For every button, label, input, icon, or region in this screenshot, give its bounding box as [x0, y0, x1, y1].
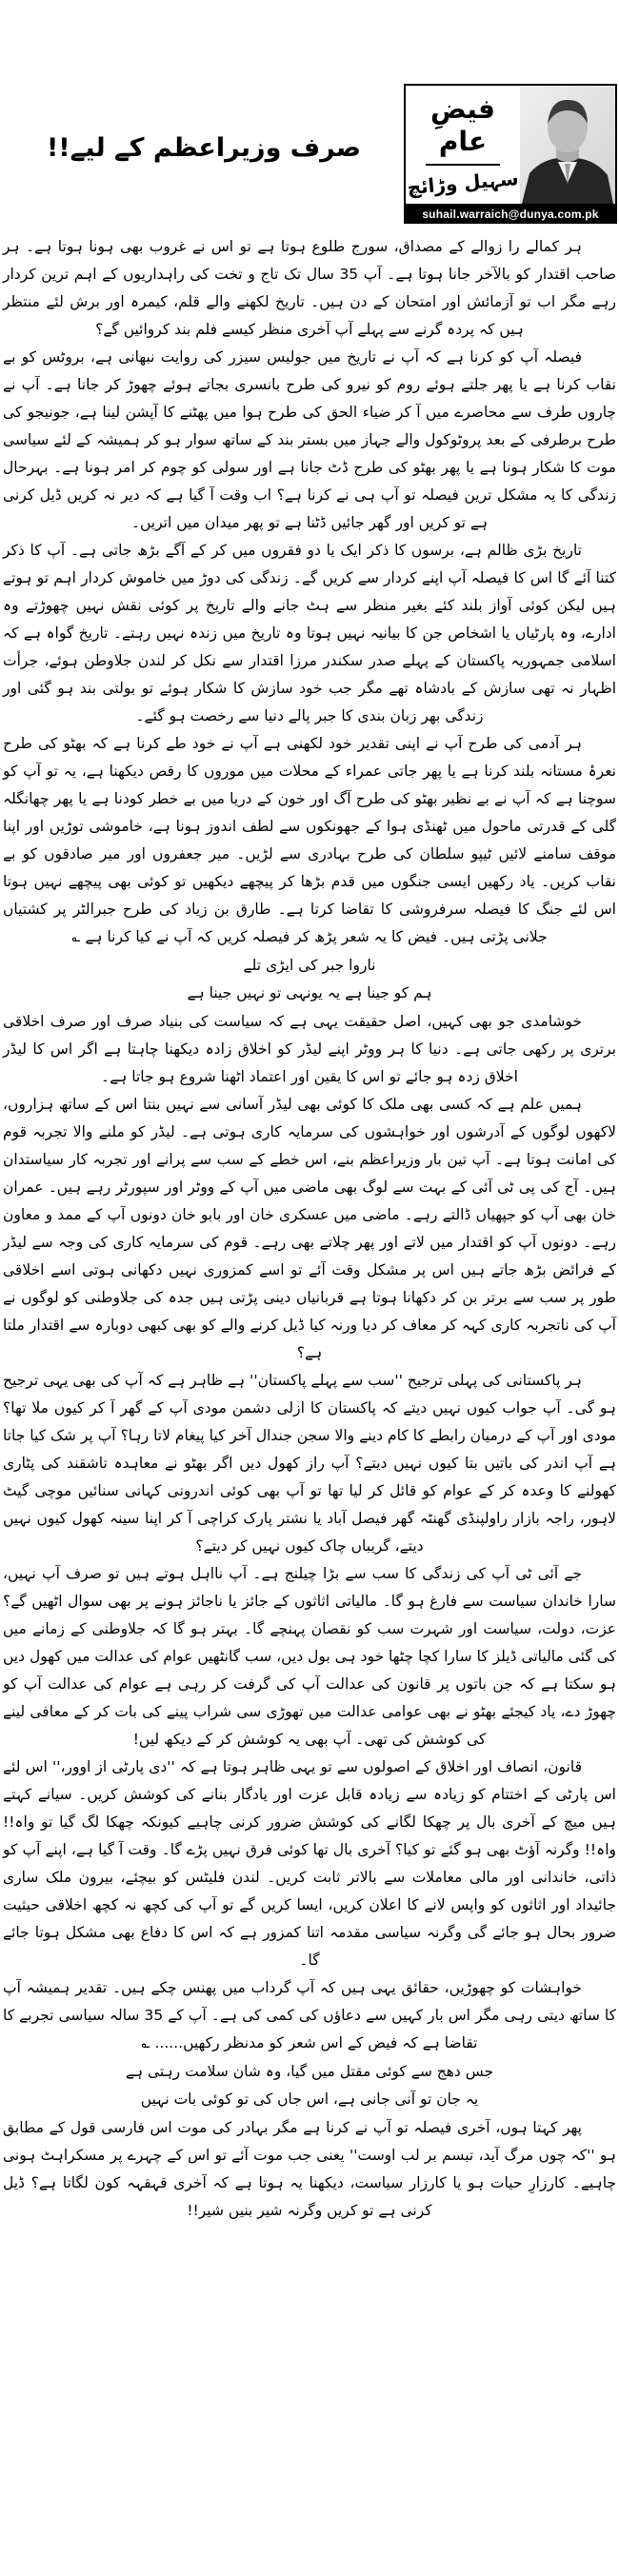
article-paragraph: جے آئی ٹی آپ کی زندگی کا سب سے بڑا چیلنج ہے۔ آپ نااہل ہوتے ہیں تو صرف آپ نہیں، سارا خاندان سیاست سے فارغ ہو گا۔ مالیاتی اثاثوں کے جائز یا ناجائز ہونے پر بھی سوال اٹھیں گے؟ عزت، دولت، سیاست اور شہرت سب کو نقصان پہنچے گا۔ بہتر ہو گا کہ جلاوطنی کے زمانے میں کی گئی مالیاتی ڈیلز کا سارا کچا چٹھا خود ہی بول دیں، سب گانٹھیں عوام کی عدالت میں کھول دیں ہو سکتا ہے کہ جن باتوں پر قانون کی عدالت آپ کی گرفت کر رہی ہے عوام کی عدالت آپ کو چھوڑ دے، یاد کیجئے بھٹو نے بھی عوامی عدالت میں تھوڑی سی شراب پینے کی بات کر کے معافی لینے کی کوشش کی تھی۔ آپ بھی یہ کوشش کر کے دیکھ لیں! [3, 1565, 617, 1748]
author-email: suhail.warraich@dunya.com.pk [422, 208, 599, 221]
verse-line: یہ جان تو آنی جانی ہے، اس جاں کی تو کوئی بات نہیں [140, 2091, 479, 2108]
author-box-frame [404, 84, 617, 206]
verse-line: جس دھج سے کوئی مقتل میں گیا، وہ شان سلامت رہتی ہے [125, 2063, 494, 2080]
article-paragraph: پھر کہتا ہوں، آخری فیصلہ تو آپ نے کرنا ہے مگر بہادر کی موت اس فارسی قول کے مطابق ہو ''کہ چوں مرگ آید، تبسم بر لب اوست'' یعنی جب موت آئے تو اس کے چہرے پر مسکراہٹ ہونی چاہیے۔ کارزارِ حیات ہو یا کارزار سیاست، دیکھنا یہ ہوتا ہے کہ آخری قہقہہ کون لگاتا ہے؟ ڈیل کرنی ہے تو کریں وگرنہ شیر بنیں شیر!! [3, 2119, 616, 2219]
author-box [404, 84, 617, 224]
verse-block [3, 951, 616, 1008]
article-paragraph: خوشامدی جو بھی کہیں، اصل حقیقت یہی ہے کہ سیاست کی بنیاد صرف اور صرف اخلاقی برتری پر رکھی جاتی ہے۔ دنیا کا ہر ووٹر اپنے لیڈر کو اخلاق زادہ دیکھنا چاہتا ہے اگر اس کا لیڈر اخلاق زدہ ہو جائے تو اس کا یقین اور اعتماد اٹھنا شروع ہو جاتا ہے۔ [3, 1013, 616, 1085]
article-paragraph: ہر پاکستانی کی پہلی ترجیح ''سب سے پہلے پاکستان'' ہے ظاہر ہے کہ آپ کی بھی یہی ترجیح ہو گی۔ آپ جواب کیوں نہیں دیتے کہ پاکستان کا ازلی دشمن مودی آپ کے گھر آ کر کیوں ملا تھا؟ مودی اور آپ کے درمیان رابطے کا کام دینے والا سجن جندال آخر کیا پیغام لاتا رہا؟ آپ پر شک کیا جاتا ہے آپ اندر کی باتیں بتا کیوں نہیں دیتے؟ آپ راز کھول دیں اگر بھٹو نے معاہدہ تاشقند کی پٹاری کھولنے کا وعدہ کر کے عوام کو قائل کر لیا تھا تو آپ بھی کوئی اندرونی کہانی سنائیں موچی گیٹ لاہور، راجہ بازار راولپنڈی گھنٹہ گھر فیصل آباد یا نشتر پارک کراچی آ کر اپنا سینہ کھول کیوں نہیں دیتے، گریباں چاک کیوں نہیں کر دیتے؟ [3, 1372, 616, 1555]
column-header [0, 0, 619, 233]
column-name-block [406, 86, 520, 204]
article-body [0, 233, 619, 2225]
article-paragraph: فیصلہ آپ کو کرنا ہے کہ آپ نے تاریخ میں جولیس سیزر کی روایت نبھانی ہے، بروٹس کو بے نقاب کرنا ہے یا پھر جلتے ہوئے روم کو نیرو کی طرح بانسری بجاتے ہوئے چھوڑ کر جانا ہے۔ آپ نے چاروں طرف سے محاصرے میں آ کر ضیاء الحق کی طرح ہوا میں پھٹنے کا آپشن لینا ہے، جونیجو کی طرح برطرفی کے بعد پروٹوکول والے جہاز میں بستر بند کے ساتھ سوار ہو کر ہمیشہ کے لئے سیاسی موت کا شکار ہونا ہے یا پھر بھٹو کی طرح ڈٹ جانا ہے اور سولی کو چوم کر امر ہونا ہے۔ بہرحال زندگی کا یہ مشکل ترین فیصلہ تو آپ ہی نے کرنا ہے؟ اب وقت آ گیا ہے کہ دیر نہ کریں ڈیل کرنی ہے تو کریں اور گھر جائیں ڈٹنا ہے تو پھر میدان میں اتریں۔ [3, 348, 616, 531]
article-paragraph: ہمیں علم ہے کہ کسی بھی ملک کا کوئی بھی لیڈر آسانی سے نہیں بنتا اس کے ساتھ ہزاروں، لاکھوں لوگوں کے آدرشوں اور خواہشوں کی سرمایہ کاری ہوتی ہے۔ لیڈر کو ملنے والا تجربہ قوم کی امانت ہوتا ہے۔ آپ تین بار وزیراعظم بنے، اس خطے کے سب سے پرانے اور تجربہ کار سیاستدان ہیں۔ آج کی پی ٹی آئی کے بہت سے لوگ بھی ماضی میں آپ کے ووٹر اور سپورٹر رہے ہیں۔ عمران خان بھی آپ کو جپھیاں ڈالتے رہے۔ ماضی میں عسکری خان اور بابو خان دونوں آپ کے ممد و معاون رہے۔ دونوں آپ کو اقتدار میں لاتے اور پھر چلاتے بھی رہے۔ قوم کی سرمایہ کاری کی وجہ سے لیڈر کے فرائض بڑھ جاتے ہیں اس پر مشکل وقت آئے تو اسے کمزوری نہیں دکھانی ہوتی اسے اخلاقی طور پر سب سے برتر بن کر دکھانا ہوتا ہے قربانیاں دینی پڑتی ہیں جدہ کی جلاوطنی کو لوگوں نے آپ کی ناتجربہ کاری کہہ کر معاف کر دیا ورنہ کیا ڈیل کرنے والے کو بھی کبھی دوبارہ سے اقتدار ملتا ہے؟ [3, 1096, 616, 1361]
email-bar [404, 206, 617, 224]
author-name: سہیل وڑائچ [406, 167, 520, 200]
article-paragraph: ہر آدمی کی طرح آپ نے اپنی تقدیر خود لکھنی ہے آپ نے خود طے کرنا ہے کہ بھٹو کی طرح نعرۂ مستانہ بلند کرنا ہے یا پھر جاتی عمراء کے محلات میں موروں کا رقص دیکھنا ہے، یہ تو آپ کو سوچنا ہے کہ آپ نے بے نظیر بھٹو کی طرح آگ اور خون کے دریا میں بے خطر کودنا ہے یا پھر چھانگلہ گلی کے قدرتی ماحول میں ٹھنڈی ہوا کے جھونکوں سے لطف اندوز ہونا ہے، خاموشی توڑیں اور اپنا موقف سامنے لائیں ٹیپو سلطان کی طرح بہادری سے لڑیں۔ میر جعفروں اور میر صادقوں کو بے نقاب کریں۔ یاد رکھیں ایسی جنگوں میں قدم بڑھا کر پیچھے دیکھیں تو کوئی بھی پیچھے نہیں ہوتا اس لئے جنگ کا فیصلہ سرفروشی کا تقاضا کرتا ہے۔ طارق بن زیاد کی طرح جبرالٹر پر کشتیاں جلانی پڑتی ہیں۔ فیض کا یہ شعر پڑھ کر فیصلہ کریں کہ آپ نے کیا کرنا ہے ؎ [3, 735, 616, 945]
verse-line: ناروا جبر کی ایڑی تلے [243, 957, 376, 974]
article-paragraph: خواہشات کو چھوڑیں، حقائق یہی ہیں کہ آپ گرداب میں پھنس چکے ہیں۔ تقدیر ہمیشہ آپ کا ساتھ دیتی رہی مگر اس بار کہیں سے دعاؤں کی کمی کی ہے۔ آپ کے 35 سالہ سیاسی تجربے کا تقاضا ہے کہ فیض کے اس شعر کو مدنظر رکھیں...... ؎ [3, 1979, 616, 2051]
verse-block [3, 2057, 616, 2114]
author-photo [520, 86, 615, 204]
article-paragraph: ہر کمالے را زوالے کے مصداق، سورج طلوع ہوتا ہے تو اس نے غروب بھی ہونا ہوتا ہے۔ ہر صاحب اقتدار کو بالآخر جانا ہوتا ہے۔ آپ 35 سال تک تاج و تخت کی راہداریوں کے اہم ترین کردار رہے مگر اب تو آزمائش اور امتحان کے دن ہیں۔ تاریخ لکھنے والے قلم، کیمرہ اور برش لئے منتظر ہیں کہ پردہ گرنے سے پہلے آپ آخری منظر کیسے فلم بند کروائیں گے؟ [3, 238, 617, 338]
article-paragraph: قانون، انصاف اور اخلاق کے اصولوں سے تو یہی ظاہر ہوتا ہے کہ ''دی پارٹی از اوور،'' اس لئے اس پارٹی کے اختتام کو زیادہ سے زیادہ قابل عزت اور یادگار بنانے کی کوشش کریں۔ سیانے کہتے ہیں میچ کے آخری بال پر چھکا لگانے کی کوشش ضرور کرنی چاہیے کیونکہ چھکا لگ گیا تو واہ!! واہ!! وگرنہ آؤٹ بھی ہو گئے تو کیا؟ آخری بال تھا کوئی فرق نہیں پڑے گا۔ وقت آ گیا ہے، اپنے آپ کو ذاتی، خاندانی اور مالی معاملات سے بالاتر ثابت کریں۔ لندن فلیٹس کو بیچئے، بیرون ملک ساری جائیداد اور اثاثوں کو واپس لانے کا اعلان کریں، ایسا کریں گے تو آپ کی کچھ نہ کچھ اخلاقی حیثیت ضرور بحال ہو جائے گی وگرنہ سیاسی مقدمہ اتنا کمزور ہے کہ اس کا دفاع بھی مشکل ہوتا جائے گا۔ [3, 1758, 616, 1969]
verse-line: ہم کو جینا ہے یہ یونہی تو نہیں جینا ہے [187, 984, 432, 1001]
divider-rule [426, 164, 500, 166]
article-title: صرف وزیراعظم کے لیے!! [46, 133, 361, 163]
column-name: فیضِ عام [430, 93, 495, 157]
article-paragraph: تاریخ بڑی ظالم ہے، برسوں کا ذکر ایک یا دو فقروں میں کر کے آگے بڑھ جاتی ہے۔ آپ کا ذکر کتنا آئے گا اس کا فیصلہ آپ اپنے کردار سے کریں گے۔ زندگی کی دوڑ میں خاموش کردار اہم تو ہوتے ہیں لیکن کوئی آواز بلند کئے بغیر منظر سے ہٹ جانے والے تاریخ پر کوئی نقش نہیں چھوڑتے وہ ادارے، وہ پارٹیاں یا اشخاص جن کا بیانیہ نہیں ہوتا وہ تاریخ میں زندہ نہیں رہتے۔ تاریخ گواہ ہے کہ اسلامی جمہوریہ پاکستان کے پہلے صدر سکندر مرزا اقتدار سے نکل کر لندن جلاوطن ہوئے، جرأت اظہار نہ تھی سازش کے بادشاہ تھے مگر جب خود سازش کا شکار ہوئے تو بولتی بند ہو گئی اور زندگی بھر زبان بندی کا جبر پالے دنیا سے رخصت ہو گئے۔ [3, 542, 616, 724]
